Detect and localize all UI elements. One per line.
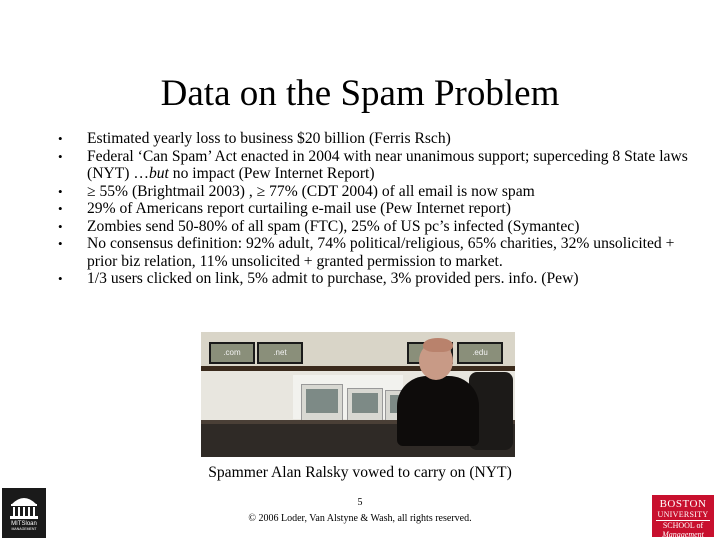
bullet-item <box>58 148 708 183</box>
bu-logo-line4: Management <box>662 530 704 539</box>
bullet-item <box>58 130 708 148</box>
bullet-icon: • <box>58 218 63 234</box>
bullet-text: No consensus definition: 92% adult, 74% political/religious, 65% charities, 32% unsolicited + prior biz relation, 11% unsolicited + granted permission to market. <box>87 235 675 270</box>
boston-university-logo <box>652 495 714 537</box>
photo-person-hair <box>423 338 453 352</box>
mit-logo-name: MITSloan <box>11 521 37 527</box>
wall-tag-edu: .edu <box>457 342 503 364</box>
bullet-item <box>58 183 708 201</box>
photo-person-body <box>397 376 479 446</box>
bullet-text: ≥ 55% (Brightmail 2003) , ≥ 77% (CDT 2004) of all email is now spam <box>87 182 535 200</box>
bullet-text-italic: but <box>148 165 169 182</box>
bullet-item <box>58 270 708 288</box>
bullet-icon: • <box>58 201 63 216</box>
bullet-item <box>58 200 708 218</box>
bu-logo-line2: UNIVERSITY <box>657 510 709 519</box>
wall-tag-net: .net <box>257 342 303 364</box>
bu-logo-line3: SCHOOL of <box>662 521 704 530</box>
bullet-item <box>58 235 708 270</box>
mit-logo-text <box>4 521 44 532</box>
mit-sloan-logo <box>2 488 46 538</box>
bullet-text: 1/3 users clicked on link, 5% admit to purchase, 3% provided pers. info. (Pew) <box>87 270 579 287</box>
bu-logo-line1: BOSTON <box>659 498 707 510</box>
photo-monitor <box>347 388 383 422</box>
slide-title: Data on the Spam Problem <box>160 73 560 114</box>
wall-tag-com: .com <box>209 342 255 364</box>
photo-shelf <box>201 366 515 371</box>
copyright-notice: © 2006 Loder, Van Alstyne & Wash, all rights reserved. <box>248 513 472 524</box>
bullet-text: Zombies send 50-80% of all spam (FTC), 25% of US pc’s infected (Symantec) <box>87 217 580 235</box>
bullet-text: Federal ‘Can Spam’ Act enacted in 2004 with near unanimous support; superceding 8 State laws (NYT) … <box>87 147 688 182</box>
mit-logo-sub: MANAGEMENT <box>11 527 37 531</box>
page-number: 5 <box>357 497 363 508</box>
mit-dome-icon <box>8 492 40 520</box>
bullet-text: Estimated yearly loss to business $20 billion (Ferris Rsch) <box>87 130 451 147</box>
bullet-icon: • <box>58 271 63 286</box>
bullet-text: 29% of Americans report curtailing e-mail use (Pew Internet report) <box>87 200 511 217</box>
spammer-photo <box>201 332 515 457</box>
bullet-icon: • <box>58 236 63 251</box>
photo-monitor <box>301 384 343 422</box>
bullet-icon: • <box>58 131 63 146</box>
photo-caption: Spammer Alan Ralsky vowed to carry on (NYT) <box>208 464 512 481</box>
bullet-list <box>58 130 708 288</box>
bullet-item <box>58 218 708 236</box>
bullet-icon: • <box>58 148 63 164</box>
bullet-text: no impact (Pew Internet Report) <box>168 165 375 182</box>
bullet-icon: • <box>58 183 63 199</box>
